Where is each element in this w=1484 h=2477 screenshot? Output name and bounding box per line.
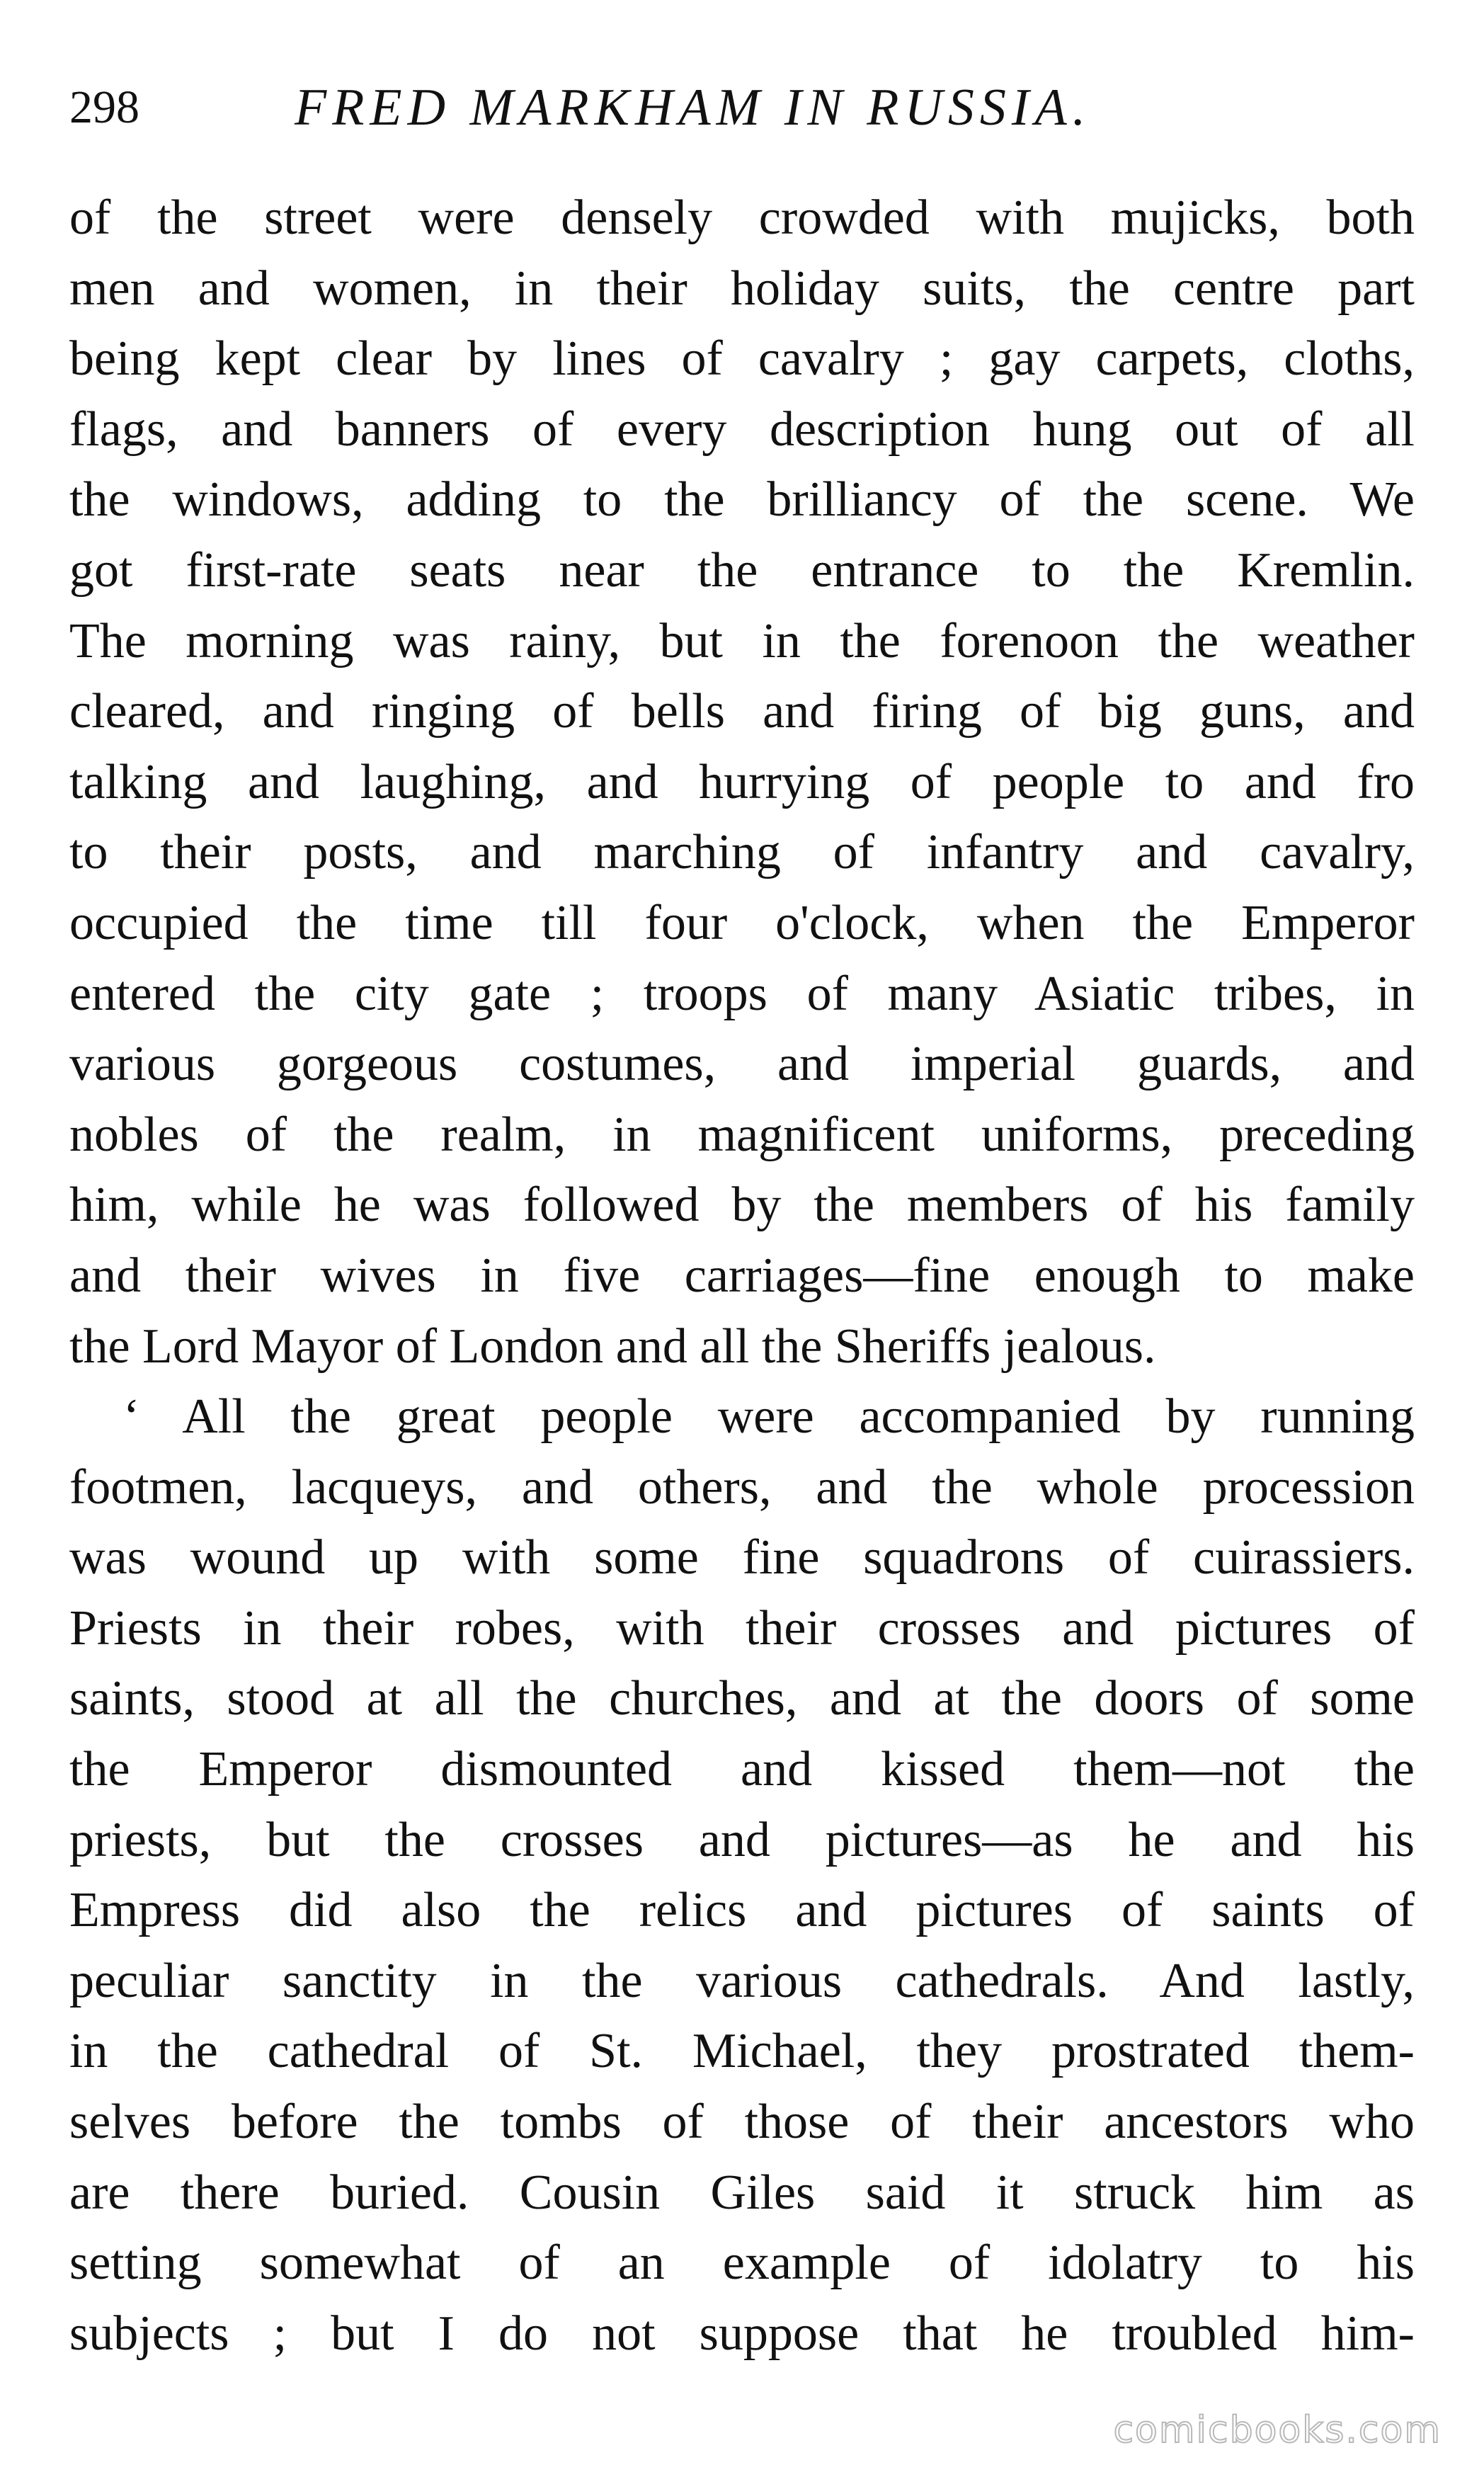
text-line: entered the city gate ; troops of many Asiatic tribes, in	[69, 966, 1415, 1021]
text-line: footmen, lacqueys, and others, and the whole procession	[69, 1459, 1415, 1515]
text-line: Priests in their robes, with their crosses and pictures of	[69, 1600, 1415, 1656]
text-line: are there buried. Cousin Giles said it struck him as	[69, 2165, 1415, 2220]
text-line: being kept clear by lines of cavalry ; gay carpets, cloths,	[69, 331, 1415, 387]
text-line: occupied the time till four o'clock, when the Emperor	[69, 895, 1415, 950]
running-title: FRED MARKHAM IN RUSSIA.	[295, 79, 1092, 137]
text-line: talking and laughing, and hurrying of people to and fro	[69, 754, 1415, 809]
page-number: 298	[69, 81, 139, 133]
text-line: in the cathedral of St. Michael, they prostrated them-	[69, 2024, 1415, 2079]
text-line: of the street were densely crowded with mujicks, both	[69, 190, 1415, 245]
text-line: the Lord Mayor of London and all the Sheriffs jealous.	[69, 1319, 1156, 1374]
text-line: peculiar sanctity in the various cathedrals. And lastly,	[69, 1953, 1415, 2008]
text-line: him, while he was followed by the members of his family	[69, 1178, 1415, 1233]
text-line: men and women, in their holiday suits, the centre part	[69, 261, 1415, 316]
text-line: flags, and banners of every description hung out of all	[69, 402, 1415, 457]
text-line: saints, stood at all the churches, and at the doors of some	[69, 1671, 1415, 1726]
text-line: to their posts, and marching of infantry and cavalry,	[69, 825, 1415, 880]
text-line: Empress did also the relics and pictures of saints of	[69, 1883, 1415, 1938]
text-line: setting somewhat of an example of idolatry to his	[69, 2236, 1415, 2291]
text-line: the Emperor dismounted and kissed them—not the	[69, 1742, 1415, 1797]
page-header	[69, 65, 1415, 150]
paragraph-2	[69, 1382, 1415, 2369]
text-line: nobles of the realm, in magnificent uniforms, preceding	[69, 1107, 1415, 1162]
text-line: subjects ; but I do not suppose that he troubled him-	[69, 2306, 1415, 2361]
text-line: and their wives in five carriages—fine enough to make	[69, 1248, 1415, 1303]
text-line: ‘ All the great people were accompanied by running	[123, 1389, 1415, 1445]
body-text	[69, 183, 1415, 2369]
text-line: the windows, adding to the brilliancy of the scene. We	[69, 472, 1415, 528]
text-line: The morning was rainy, but in the forenoon the weather	[69, 613, 1415, 668]
watermark: comicbooks.com	[1113, 2409, 1442, 2452]
text-line: priests, but the crosses and pictures—as he and his	[69, 1812, 1415, 1867]
text-line: was wound up with some fine squadrons of cuirassiers.	[69, 1530, 1415, 1585]
text-line: selves before the tombs of those of their ancestors who	[69, 2095, 1415, 2150]
text-line: got first-rate seats near the entrance to the Kremlin.	[69, 542, 1415, 598]
text-line: cleared, and ringing of bells and firing of big guns, and	[69, 684, 1415, 739]
text-line: various gorgeous costumes, and imperial guards, and	[69, 1037, 1415, 1092]
paragraph-1	[69, 183, 1415, 1382]
